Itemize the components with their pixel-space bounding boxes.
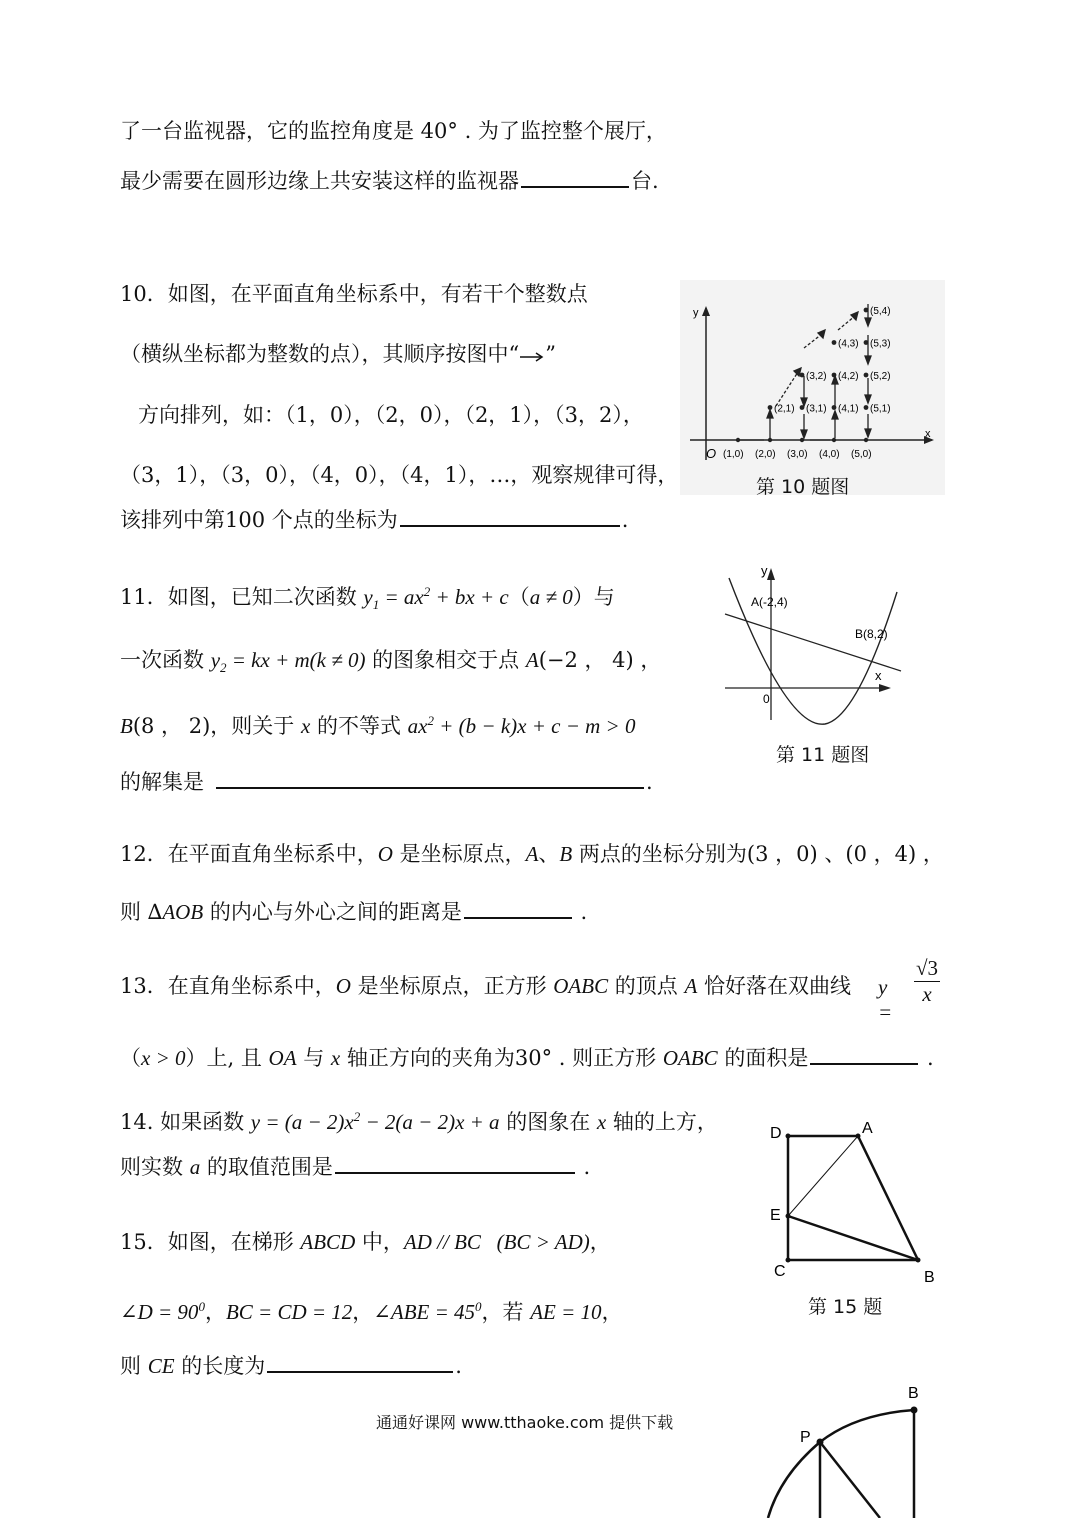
var-a: A (684, 974, 698, 998)
p11-line-2 (120, 650, 661, 674)
point-a-coords: (−2 ， 4) ， (538, 648, 662, 672)
fig11-origin: 0 (763, 692, 770, 706)
p11-text-end: . (646, 770, 653, 794)
point-b-coords: (8 ， 2) (132, 714, 211, 738)
p15-text: 的长度为 (174, 1354, 266, 1378)
lattice-point-label: (4,3) (838, 338, 859, 350)
footer-source: 通通好课网 www.tthaoke.com 提供下载 (376, 1413, 674, 1432)
x-tick-dot (768, 438, 772, 442)
x-tick-label: (5,0) (851, 449, 872, 460)
p13-text: （ (120, 1046, 141, 1070)
p13-text: 的顶点 (608, 974, 685, 998)
p12-text: 、 (538, 842, 560, 866)
lattice-point (864, 373, 869, 378)
triangle-aob: AOB (162, 900, 204, 924)
p15-text: 则 (120, 1354, 148, 1378)
p15-line-3 (120, 1356, 462, 1377)
lattice-point-label: (5,2) (870, 371, 891, 382)
figure-10 (680, 280, 945, 495)
p13-text: ）上, 且 (185, 1046, 269, 1070)
square-oabc: OABC (553, 974, 609, 998)
fig15-label-c: C (774, 1263, 786, 1280)
origin-label: O (706, 446, 717, 461)
lattice-point-label: (3,1) (806, 403, 827, 415)
fig15-label-a: A (862, 1120, 873, 1137)
p14-text-end: . (576, 1155, 591, 1179)
cond-x: x > 0 (141, 1046, 186, 1070)
square-oabc: OABC (662, 1046, 718, 1070)
p13-text: 13．在直角坐标系中， (120, 974, 336, 998)
p12-line-1 (120, 844, 944, 865)
p10-line-3: 方向排列，如：（1，0），（2，0），（2，1），（3，2）， (138, 403, 644, 427)
x-tick-dot (832, 438, 836, 442)
var-x: x (300, 714, 311, 738)
p11-text: （ (508, 585, 530, 609)
p11-line-4 (120, 772, 653, 793)
fig11-y-label: y (761, 563, 768, 578)
x-tick-dot (864, 438, 868, 442)
p11-text: ，则关于 (210, 714, 301, 738)
trapezoid-abcd: ABCD (300, 1230, 356, 1254)
p11-line-1 (120, 585, 615, 611)
figure-11-caption: 第 11 题图 (776, 744, 870, 766)
quadratic-formula: $y_1 = ax^2$ + bx + c (363, 584, 509, 613)
p12-text: 是坐标原点， (392, 842, 526, 866)
bc-cd: BC = CD = 12 (225, 1300, 353, 1324)
var-x: x (596, 1110, 607, 1134)
p9-line-2 (120, 171, 659, 192)
linear-formula: $y_2$ = kx + m(k ≠ 0) (210, 648, 366, 676)
p10-text: 该排列中第100 个点的坐标为 (120, 508, 398, 532)
p13-line-2 (120, 1048, 934, 1069)
p14-line-2 (120, 1157, 590, 1178)
fig16-label-p: P (800, 1429, 811, 1446)
fig15-label-e: E (770, 1207, 781, 1224)
p9-text-end: 台. (631, 169, 659, 193)
p11-text: 11．如图，已知二次函数 (120, 585, 364, 609)
p15-line-2 (120, 1300, 623, 1323)
seg-ce: CE (147, 1354, 175, 1378)
p10-text: （横纵坐标都为整数的点），其顺序按图中“ (120, 342, 520, 366)
lattice-point-label: (5,1) (870, 403, 891, 415)
answer-blank (810, 1062, 918, 1065)
figure-15-caption: 第 15 题 (808, 1296, 883, 1318)
p15-text-end: . (455, 1354, 462, 1378)
p15-line-1 (120, 1232, 611, 1253)
figure-15 (760, 1110, 950, 1290)
figure-16 (760, 1380, 940, 1518)
fig15-label-d: D (770, 1125, 782, 1142)
p10-line-5 (120, 510, 628, 531)
p13-line-1 (120, 976, 851, 997)
p13-text-end: . (920, 1046, 934, 1070)
var-o: O (335, 974, 351, 998)
p13-text: 恰好落在双曲线 (697, 974, 851, 998)
p10-line-1: 10．如图，在平面直角坐标系中，有若干个整数点 (120, 282, 588, 306)
lattice-point-label: (2,1) (774, 403, 795, 415)
p13-text: 的面积是 (717, 1046, 809, 1070)
angle-d: ∠D = $90^0$ (120, 1299, 205, 1324)
answer-blank (521, 185, 629, 188)
p11-line-3 (120, 714, 635, 737)
p11-text: 的图象相交于点 (365, 648, 526, 672)
p10-line-4: （3，1），（3，0），（4，0），（4，1），…，观察规律可得， (120, 463, 679, 487)
lattice-point (832, 340, 837, 345)
p13-text: 轴正方向的夹角为30° . 则正方形 (340, 1046, 663, 1070)
p13-text: 是坐标原点，正方形 (350, 974, 554, 998)
p15-text: ，若 (481, 1300, 531, 1324)
figure-11 (715, 560, 915, 740)
p14-text: 则实数 (120, 1155, 190, 1179)
p10-text-end: . (621, 508, 629, 532)
y-axis-label: y (693, 307, 699, 319)
lattice-point (864, 405, 869, 410)
p14-text: 14. 如果函数 (120, 1110, 251, 1134)
p11-text: 一次函数 (120, 648, 211, 672)
fig11-x-label: x (875, 668, 882, 683)
p9-text: 最少需要在圆形边缘上共安装这样的监视器 (120, 169, 519, 193)
p15-comma: ， (601, 1300, 623, 1324)
var-x: x (330, 1046, 341, 1070)
answer-blank (400, 524, 620, 527)
var-a: a (189, 1155, 201, 1179)
figure-10-caption: 第 10 题图 (756, 476, 850, 498)
answer-blank (335, 1171, 575, 1174)
p10-line-2 (120, 344, 556, 366)
p10-text-quote: ” (545, 342, 556, 366)
lattice-point-label: (3,2) (806, 371, 827, 382)
answer-blank (216, 786, 644, 789)
fig15-label-b: B (924, 1269, 935, 1286)
x-axis-label: x (925, 428, 931, 440)
p12-text-end: . (573, 900, 588, 924)
var-o: O (377, 842, 393, 866)
p11-text: 的解集是 (120, 770, 204, 794)
point-a: A (525, 648, 539, 672)
var-a: A (525, 842, 539, 866)
p12-text: 则 ∆ (120, 900, 163, 924)
seg-oa: OA (268, 1046, 297, 1070)
lattice-point-label: (4,2) (838, 371, 859, 382)
lattice-point-label: (5,4) (870, 306, 891, 317)
var-b: B (559, 842, 573, 866)
condition-a: a ≠ 0 (529, 585, 573, 609)
p15-comma: ， (589, 1230, 611, 1254)
parallel-cond: AD // BC (BC > AD) (403, 1230, 590, 1254)
ae-value: AE = 10 (530, 1300, 602, 1324)
x-tick-label: (2,0) (755, 449, 776, 460)
p14-text: 的图象在 (499, 1110, 597, 1134)
p9-line-1: 了一台监视器，它的监控角度是 40° . 为了监控整个展厅， (120, 119, 667, 143)
x-tick-label: (1,0) (723, 449, 744, 460)
lattice-point-label: (4,1) (838, 403, 859, 415)
p12-text: 两点的坐标分别为(3 ，0) 、(0 ，4) ， (572, 842, 944, 866)
p13-text: 与 (296, 1046, 331, 1070)
fig16-label-b: B (908, 1385, 919, 1402)
answer-blank (267, 1370, 453, 1373)
answer-blank (464, 916, 572, 919)
p12-text: 12．在平面直角坐标系中， (120, 842, 378, 866)
p15-comma: ， (352, 1300, 374, 1324)
function-formula: $y = (a - 2)x^2 - 2(a - 2)x + a$ (250, 1109, 500, 1134)
lattice-point-label: (5,3) (870, 338, 891, 350)
point-b: B (120, 714, 133, 738)
fig11-point-b: B(8,2) (855, 627, 888, 641)
p15-comma: ， (204, 1300, 226, 1324)
p11-text: 的不等式 (310, 714, 408, 738)
arrow-icon (519, 345, 545, 366)
p14-text: 的取值范围是 (200, 1155, 333, 1179)
p15-text: 中， (355, 1230, 404, 1254)
p12-text: 的内心与外心之间的距离是 (203, 900, 462, 924)
p11-text: ）与 (572, 585, 615, 609)
lattice-point (832, 405, 837, 410)
x-tick-label: (4,0) (819, 449, 840, 460)
p15-text: 15．如图，在梯形 (120, 1230, 301, 1254)
inequality: $ax^2 + (b - k)x + c - m > 0$ (407, 713, 636, 738)
fig11-point-a: A(-2,4) (751, 595, 788, 609)
p14-text: 轴的上方， (606, 1110, 718, 1134)
angle-abe: ∠ABE = $45^0$ (373, 1299, 482, 1324)
x-tick-label: (3,0) (787, 449, 808, 460)
p14-line-1 (120, 1110, 718, 1133)
p12-line-2 (120, 902, 587, 923)
